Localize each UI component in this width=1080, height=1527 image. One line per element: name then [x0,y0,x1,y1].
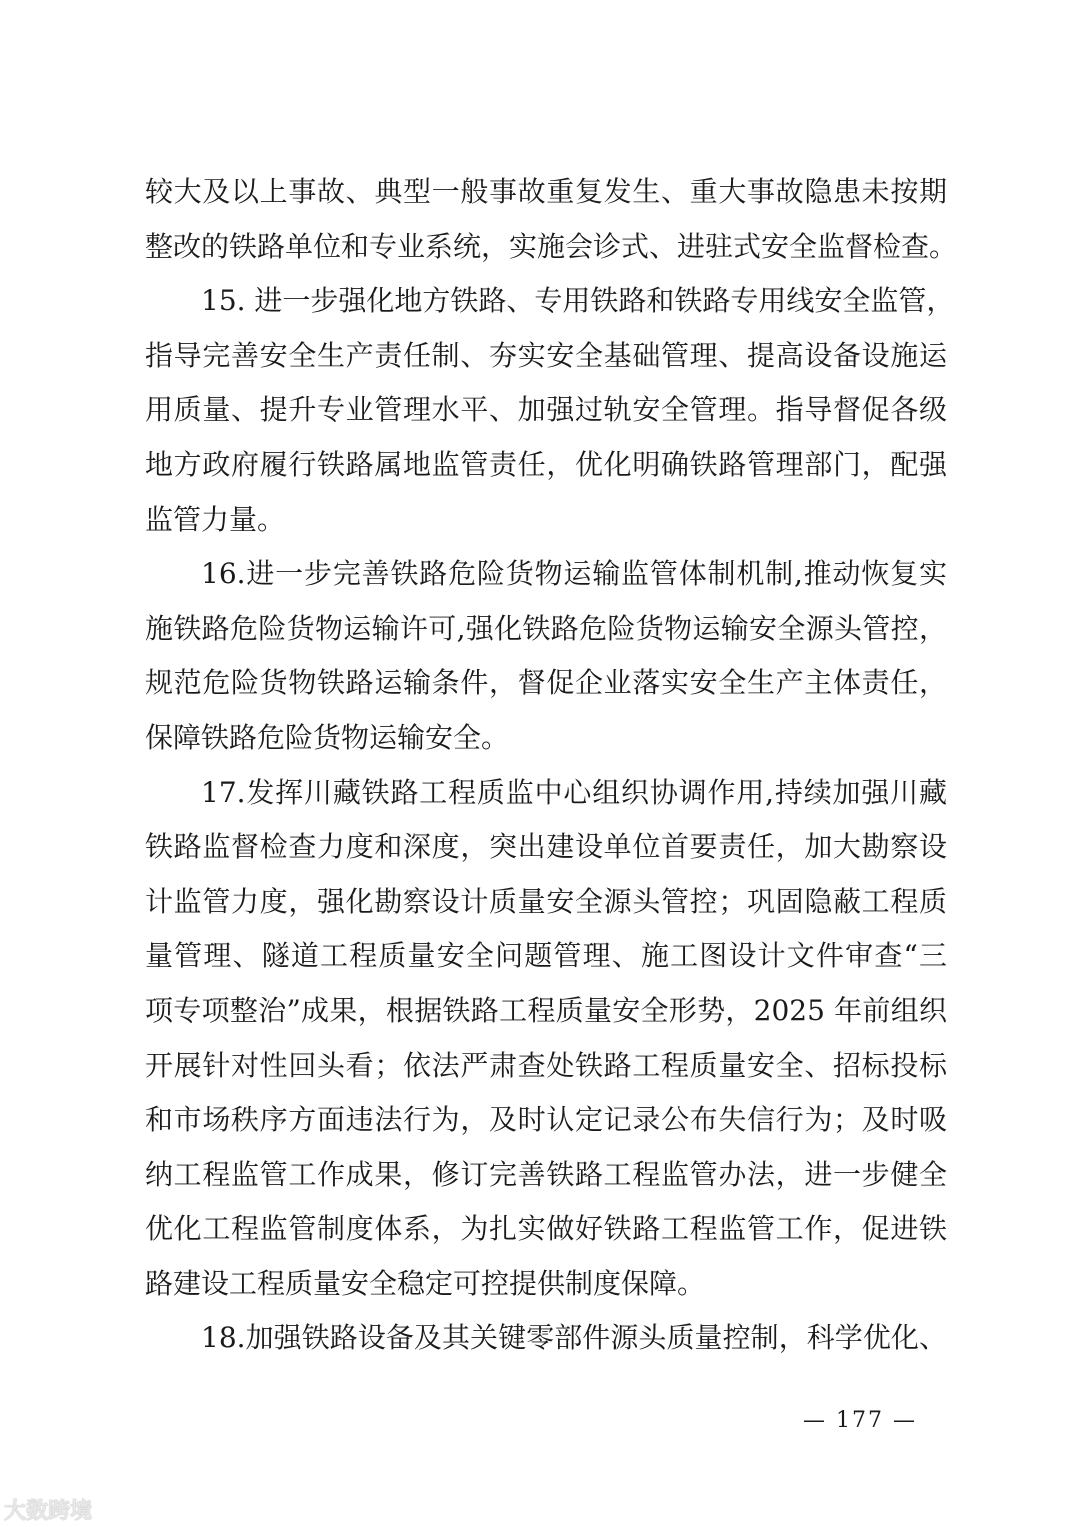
text-line: 路建设工程质量安全稳定可控提供制度保障。 [145,1266,706,1300]
paragraph-start-line: 15. 进一步强化地方铁路、专用铁路和铁路专用线安全监管， [201,284,955,318]
text-line: 纳工程监管工作成果，修订完善铁路工程监管办法，进一步健全 [145,1157,947,1191]
text-line: 和市场秩序方面违法行为，及时认定记录公布失信行为；及时吸 [145,1103,947,1137]
text-line: 铁路监督检查力度和深度，突出建设单位首要责任，加大勘察设 [145,830,947,864]
text-line: 量管理、隧道工程质量安全问题管理、施工图设计文件审查“三 [145,939,947,973]
text-line: 保障铁路危险货物运输安全。 [145,720,510,754]
text-line: 项专项整治”成果，根据铁路工程质量安全形势，2025 年前组织 [145,993,947,1027]
text-line: 地方政府履行铁路属地监管责任，优化明确铁路管理部门，配强 [145,447,947,481]
document-body [145,170,958,1371]
watermark-logo: 大数跨境 [4,1499,93,1524]
paragraph-start-line: 16.进一步完善铁路危险货物运输监管体制机制,推动恢复实 [201,557,947,591]
text-line: 指导完善安全生产责任制、夯实安全基础管理、提高设备设施运 [145,338,947,372]
text-line: 整改的铁路单位和专业系统，实施会诊式、进驻式安全监督检查。 [145,229,958,263]
text-line: 用质量、提升专业管理水平、加强过轨安全管理。指导督促各级 [145,393,947,427]
text-line: 规范危险货物铁路运输条件，督促企业落实安全生产主体责任， [145,666,947,700]
page-number: — 177 — [803,1408,917,1433]
text-line: 开展针对性回头看；依法严肃查处铁路工程质量安全、招标投标 [145,1048,947,1082]
paragraph-start-line: 18.加强铁路设备及其关键零部件源头质量控制，科学优化、 [201,1321,947,1355]
text-line: 监管力量。 [145,502,286,536]
text-line: 较大及以上事故、典型一般事故重复发生、重大事故隐患未按期 [145,175,947,208]
paragraph-start-line: 17.发挥川藏铁路工程质监中心组织协调作用,持续加强川藏 [201,775,947,809]
text-line: 施铁路危险货物运输许可,强化铁路危险货物运输安全源头管控， [145,611,947,645]
text-line: 计监管力度，强化勘察设计质量安全源头管控；巩固隐蔽工程质 [145,884,947,918]
text-line: 优化工程监管制度体系，为扎实做好铁路工程监管工作，促进铁 [145,1212,947,1246]
